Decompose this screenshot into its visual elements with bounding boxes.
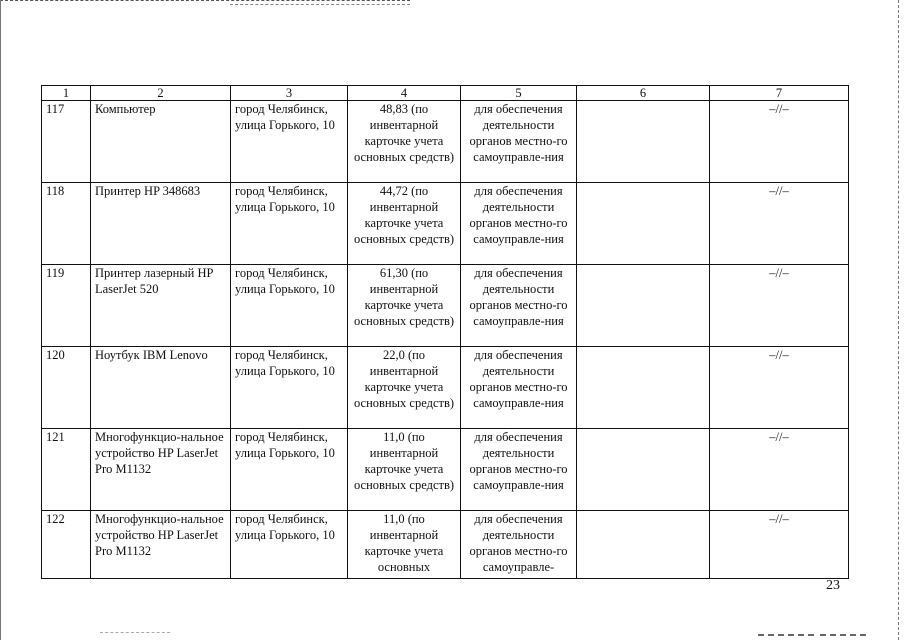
item-col6 [577, 429, 710, 511]
item-value: 22,0 (по инвентарной карточке учета основных средств) [348, 347, 461, 429]
item-value: 11,0 (по инвентарной карточке учета основных средств) [348, 429, 461, 511]
item-name: Многофункцио-нальное устройство HP LaserJet Pro M1132 [91, 511, 231, 579]
item-purpose: для обеспечения деятельности органов местно-го самоуправле-ния [461, 101, 577, 183]
scan-artifact-bottom-right-2 [820, 634, 866, 636]
item-address: город Челябинск, улица Горького, 10 [231, 429, 348, 511]
item-name: Принтер HP 348683 [91, 183, 231, 265]
item-col6 [577, 347, 710, 429]
item-name: Принтер лазерный HP LaserJet 520 [91, 265, 231, 347]
column-header: 4 [348, 86, 461, 101]
item-col7: –//– [710, 101, 849, 183]
table-row [42, 183, 849, 265]
column-header: 6 [577, 86, 710, 101]
scan-artifact-top-2 [230, 4, 410, 5]
item-value: 61,30 (по инвентарной карточке учета основных средств) [348, 265, 461, 347]
item-col6 [577, 511, 710, 579]
table-row [42, 511, 849, 579]
item-col7: –//– [710, 265, 849, 347]
item-col6 [577, 101, 710, 183]
item-address: город Челябинск, улица Горького, 10 [231, 183, 348, 265]
item-address: город Челябинск, улица Горького, 10 [231, 265, 348, 347]
row-number: 117 [42, 101, 91, 183]
item-value: 44,72 (по инвентарной карточке учета основных средств) [348, 183, 461, 265]
table-row [42, 347, 849, 429]
item-value: 11,0 (по инвентарной карточке учета основных [348, 511, 461, 579]
table-row [42, 429, 849, 511]
item-col7: –//– [710, 511, 849, 579]
item-address: город Челябинск, улица Горького, 10 [231, 347, 348, 429]
row-number: 121 [42, 429, 91, 511]
item-name: Ноутбук IBM Lenovo [91, 347, 231, 429]
item-purpose: для обеспечения деятельности органов местно-го самоуправле-ния [461, 265, 577, 347]
item-col6 [577, 265, 710, 347]
item-address: город Челябинск, улица Горького, 10 [231, 511, 348, 579]
row-number: 120 [42, 347, 91, 429]
scan-artifact-left-edge [0, 0, 1, 640]
item-purpose: для обеспечения деятельности органов местно-го самоуправле-ния [461, 429, 577, 511]
item-address: город Челябинск, улица Горького, 10 [231, 101, 348, 183]
row-number: 119 [42, 265, 91, 347]
table-row [42, 265, 849, 347]
scan-artifact-top [0, 0, 410, 1]
column-header: 7 [710, 86, 849, 101]
item-value: 48,83 (по инвентарной карточке учета основных средств) [348, 101, 461, 183]
item-col6 [577, 183, 710, 265]
item-purpose: для обеспечения деятельности органов местно-го самоуправле-ния [461, 183, 577, 265]
item-name: Компьютер [91, 101, 231, 183]
item-purpose: для обеспечения деятельности органов местно-го самоуправле- [461, 511, 577, 579]
scan-artifact-bottom-right [758, 634, 814, 636]
item-purpose: для обеспечения деятельности органов местно-го самоуправле-ния [461, 347, 577, 429]
row-number: 122 [42, 511, 91, 579]
column-header: 1 [42, 86, 91, 101]
scan-artifact-bottom-left [100, 632, 170, 633]
scan-artifact-right-edge [898, 0, 899, 640]
item-col7: –//– [710, 183, 849, 265]
row-number: 118 [42, 183, 91, 265]
page-number: 23 [826, 578, 840, 593]
column-header: 2 [91, 86, 231, 101]
item-col7: –//– [710, 347, 849, 429]
column-number-row [42, 86, 849, 101]
column-header: 5 [461, 86, 577, 101]
item-name: Многофункцио-нальное устройство HP LaserJet Pro M1132 [91, 429, 231, 511]
property-register-table [41, 85, 849, 579]
item-col7: –//– [710, 429, 849, 511]
column-header: 3 [231, 86, 348, 101]
table-row [42, 101, 849, 183]
